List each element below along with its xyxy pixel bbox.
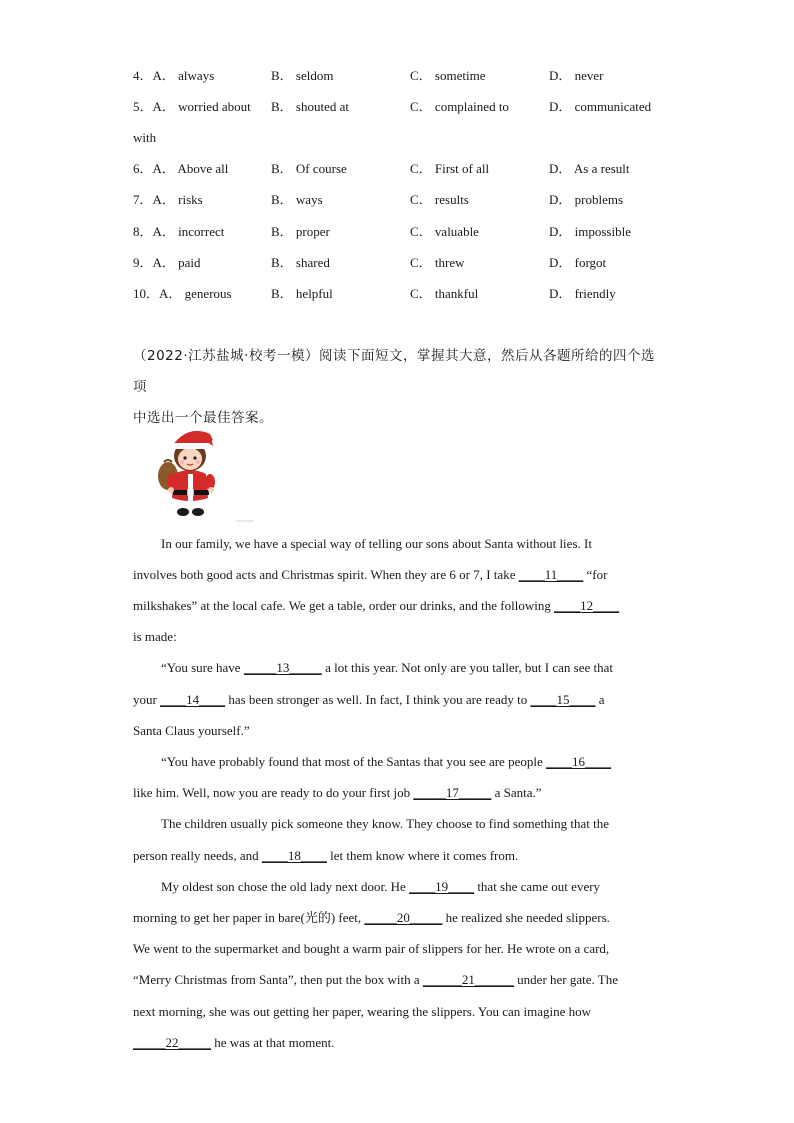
option-d: D． communicated (549, 99, 652, 114)
option-c: C． thankful (410, 286, 479, 301)
option-d: D． impossible (549, 224, 631, 239)
passage-line: In our family, we have a special way of telling our sons about Santa without lies. It (161, 536, 592, 551)
blank-11[interactable]: ____11____ (518, 567, 584, 582)
santa-girl-illustration (158, 418, 224, 518)
instruction-line: （2022·江苏盐城·校考一模）阅读下面短文，掌握其大意，然后从各题所给的四个选项 (133, 348, 655, 395)
passage-line: We went to the supermarket and bought a warm pair of slippers for her. He wrote on a card, (133, 941, 610, 956)
blank-20[interactable]: _____20_____ (364, 910, 443, 925)
passage-line: My oldest son chose the old lady next door. He ____19____ that she came out every (133, 877, 663, 897)
option-c: C． complained to (410, 99, 509, 114)
passage-line: “You sure have _____13_____ a lot this year. Not only are you taller, but I can see that (133, 658, 663, 678)
passage-line: like him. Well, now you are ready to do your first job _____17_____ a Santa.” (133, 783, 663, 803)
blank-18[interactable]: ____18____ (261, 848, 327, 863)
option-a: 7．A． risks (133, 192, 203, 207)
option-b: B． proper (271, 224, 330, 239)
option-b: B． shared (271, 255, 330, 270)
blank-14[interactable]: ____14____ (160, 692, 226, 707)
option-a: 6．A． Above all (133, 161, 229, 176)
option-a: 5．A． worried about (133, 99, 251, 114)
option-d: D． friendly (549, 286, 616, 301)
image-watermark: www.zxxk (236, 518, 254, 523)
passage-line: “Merry Christmas from Santa”, then put the box with a ______21______ under her gate. The (133, 970, 663, 990)
option-b: B． helpful (271, 286, 333, 301)
instruction-line: 中选出一个最佳答案。 (133, 410, 273, 426)
option-b: B． shouted at (271, 99, 349, 114)
passage-line: involves both good acts and Christmas spirit. When they are 6 or 7, I take ____11____ “for (133, 565, 663, 585)
blank-22[interactable]: _____22_____ (133, 1035, 211, 1050)
passage-line: your ____14____ has been stronger as well. In fact, I think you are ready to ____15____ a (133, 690, 663, 710)
option-c: C． results (410, 192, 469, 207)
blank-17[interactable]: _____17_____ (413, 785, 492, 800)
option-a: 8．A． incorrect (133, 224, 225, 239)
option-a: 10．A． generous (133, 286, 232, 301)
option-b: B． ways (271, 192, 323, 207)
passage-line: The children usually pick someone they know. They choose to find something that the (161, 816, 610, 831)
option-d: D． never (549, 68, 604, 83)
option-b: B． seldom (271, 68, 334, 83)
blank-12[interactable]: ____12____ (554, 598, 620, 613)
option-c: C． threw (410, 255, 465, 270)
option-a: 9．A． paid (133, 255, 201, 270)
option-a: 4．A． always (133, 68, 215, 83)
passage-line: “You have probably found that most of the Santas that you see are people ____16____ (133, 752, 663, 772)
option-b: B． Of course (271, 161, 347, 176)
passage-line: person really needs, and ____18____ let them know where it comes from. (133, 846, 663, 866)
blank-13[interactable]: _____13_____ (243, 660, 322, 675)
blank-16[interactable]: ____16____ (545, 754, 611, 769)
option-c: C． valuable (410, 224, 479, 239)
option-d: D． As a result (549, 161, 630, 176)
blank-19[interactable]: ____19____ (409, 879, 475, 894)
option-wrap-text: with (133, 130, 157, 145)
blank-21[interactable]: ______21______ (422, 972, 514, 987)
passage-line: morning to get her paper in bare(光的) feet, _____20_____ he realized she needed slippers. (133, 908, 663, 928)
passage-line: _____22_____ he was at that moment. (133, 1033, 663, 1053)
option-d: D． problems (549, 192, 624, 207)
option-c: C． First of all (410, 161, 490, 176)
passage-line: Santa Claus yourself.” (133, 723, 250, 738)
blank-15[interactable]: ____15____ (530, 692, 596, 707)
option-c: C． sometime (410, 68, 486, 83)
passage-line: milkshakes” at the local cafe. We get a table, order our drinks, and the following ____12____ (133, 596, 663, 616)
option-d: D． forgot (549, 255, 607, 270)
passage-line: is made: (133, 629, 177, 644)
passage-line: next morning, she was out getting her paper, wearing the slippers. You can imagine how (133, 1004, 591, 1019)
